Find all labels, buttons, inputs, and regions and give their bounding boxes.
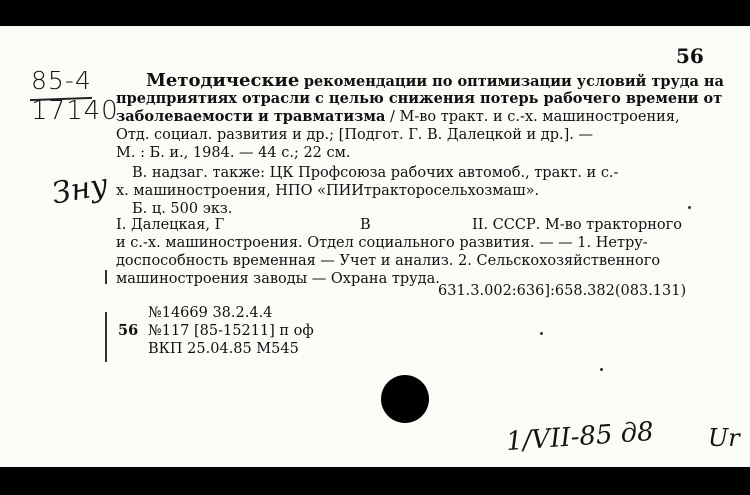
footer-56: 56 xyxy=(118,322,139,339)
tracing-b: В xyxy=(360,217,371,233)
handwritten-check-mark: Зну xyxy=(49,167,111,212)
bib-line-5: М. : Б. и., 1984. — 44 с.; 22 см. xyxy=(116,145,351,161)
title-line-3: заболеваемости и травматизма / М-во тракт. и с.-х. машиностроения, xyxy=(116,108,680,125)
tracing-line-4: машиностроения заводы — Охрана труда. xyxy=(116,271,440,287)
tracing-author: I. Далецкая, Г xyxy=(116,217,225,233)
margin-mark-1 xyxy=(105,270,107,284)
order-number: №117 [85-15211] п оф xyxy=(148,323,314,339)
udc-code: 631.3.002:636]:658.382(083.131) xyxy=(438,283,687,299)
handwritten-shelf-mark: 85-4 xyxy=(31,66,92,95)
speck-dot xyxy=(688,206,691,209)
punch-hole xyxy=(381,375,429,423)
bib-line-4: Отд. социал. развития и др.; [Подгот. Г. В. Далецкой и др.]. — xyxy=(116,127,593,143)
title-first-word: Методические xyxy=(146,70,300,91)
record-number: №14669 38.2.4.4 xyxy=(148,305,273,321)
speck-dot xyxy=(600,368,603,371)
title-line-2: предприятиях отрасли с целью снижения потерь рабочего времени от xyxy=(116,90,723,107)
handwritten-date: 1/VII-85 д8 xyxy=(505,416,655,458)
speck-dot xyxy=(540,332,543,335)
copies-line: Б. ц. 500 экз. xyxy=(132,201,233,217)
page-number: 56 xyxy=(676,44,704,68)
margin-mark-2 xyxy=(105,312,107,362)
tracing-line-2: и с.-х. машиностроения. Отдел социального развития. — — 1. Нетру- xyxy=(116,235,648,251)
note-line-1: В. надзаг. также: ЦК Профсоюза рабочих автомоб., тракт. и с.- xyxy=(132,165,619,181)
handwritten-inventory-number: 17140 xyxy=(31,96,119,126)
catalog-card xyxy=(0,26,750,467)
tracing-org: II. СССР. М-во тракторного xyxy=(472,217,682,233)
note-line-2: х. машиностроения, НПО «ПИИтракторосельхозмаш». xyxy=(116,183,540,199)
handwritten-initials: Ur xyxy=(708,424,740,452)
vkp-number: ВКП 25.04.85 М545 xyxy=(148,341,299,357)
tracing-line-3: доспособность временная — Учет и анализ. 2. Сельскохозяйственного xyxy=(116,253,661,269)
title-line-1: Методические рекомендации по оптимизации условий труда на xyxy=(146,70,724,91)
